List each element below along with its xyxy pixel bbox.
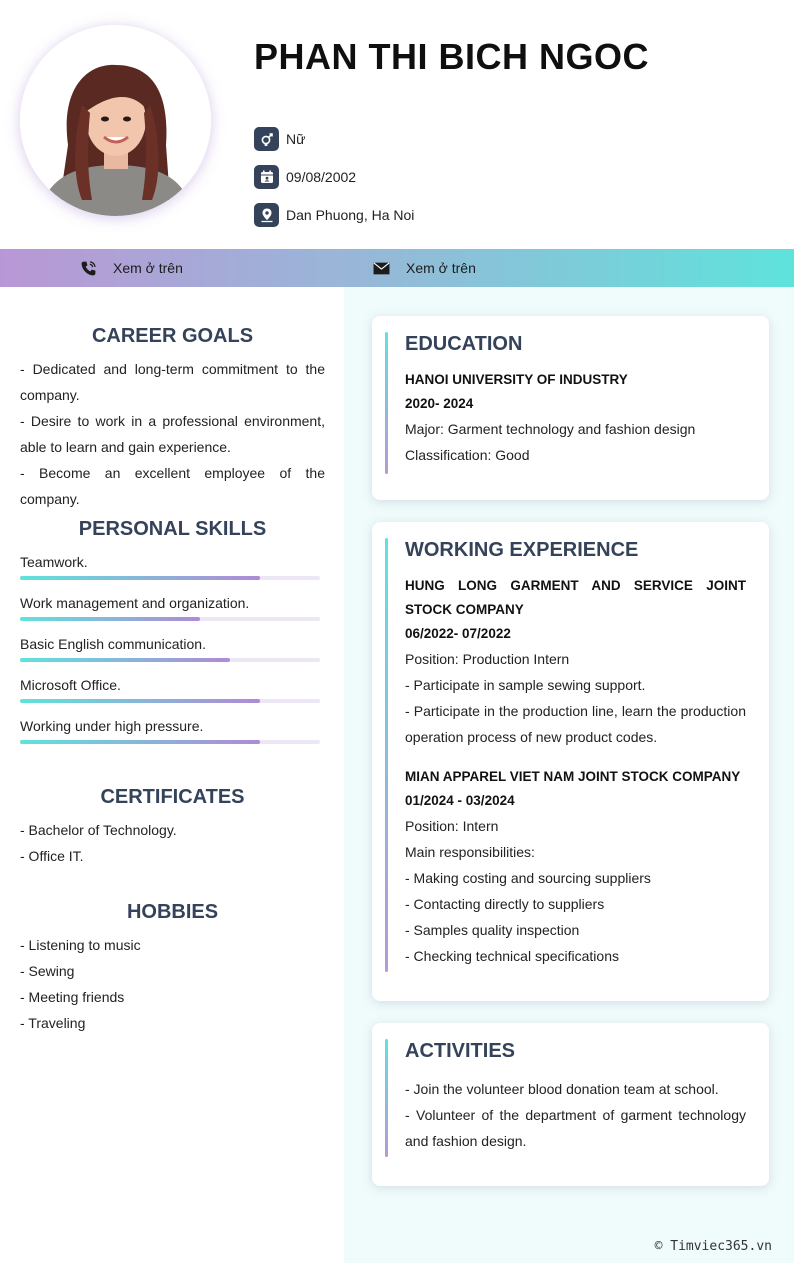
career-goals-title: CAREER GOALS <box>91 325 254 347</box>
career-goal-item: - Desire to work in a professional environment, able to learn and gain experience. <box>20 413 325 455</box>
skill-bar-fill <box>20 617 200 621</box>
career-goal-item: - Dedicated and long-term commitment to the company. <box>20 361 325 403</box>
certificate-item: - Bachelor of Technology. <box>20 822 177 838</box>
hobby-item: - Listening to music <box>20 937 141 953</box>
skill-label: Work management and organization. <box>20 595 250 611</box>
skill-bar <box>20 740 320 744</box>
job-period: 06/2022- 07/2022 <box>405 626 511 641</box>
profile-photo <box>20 25 211 216</box>
email-contact <box>373 249 476 287</box>
candidate-name: PHAN THI BICH NGOC <box>254 36 649 77</box>
card-accent-bar <box>385 1039 388 1157</box>
certificates-title: CERTIFICATES <box>100 786 245 808</box>
job-entry <box>405 765 746 969</box>
activity-item: - Volunteer of the department of garment technology and fashion design. <box>405 1107 746 1149</box>
hobbies-title: HOBBIES <box>126 901 219 923</box>
skill-bar-fill <box>20 740 260 744</box>
activities-list <box>405 1076 746 1154</box>
career-goal-item: - Become an excellent employee of the company. <box>20 465 325 507</box>
hobby-item: - Meeting friends <box>20 989 125 1005</box>
skill-bar-fill <box>20 699 260 703</box>
job-duty: - Samples quality inspection <box>405 922 580 938</box>
activity-item: - Join the volunteer blood donation team at school. <box>405 1081 719 1097</box>
cv-header <box>0 0 800 249</box>
personal-skills-title: PERSONAL SKILLS <box>78 518 267 540</box>
career-goals-list <box>20 356 325 512</box>
education-classification: Classification: Good <box>405 447 530 463</box>
phone-icon <box>80 260 97 277</box>
education-title: EDUCATION <box>405 333 523 355</box>
gender-icon <box>254 127 279 151</box>
job-duty: - Making costing and sourcing suppliers <box>405 870 651 886</box>
skill-bar-fill <box>20 576 260 580</box>
address-value: Dan Phuong, Ha Noi <box>286 207 415 223</box>
address-row <box>254 203 414 227</box>
activities-card <box>372 1023 769 1186</box>
skill-bar <box>20 617 320 621</box>
certificates-list <box>20 817 325 869</box>
envelope-icon <box>373 262 390 275</box>
gender-row <box>254 127 305 151</box>
calendar-icon <box>254 165 279 189</box>
job-position: Position: Intern <box>405 818 499 834</box>
skill-label: Teamwork. <box>20 554 88 570</box>
hobbies-list <box>20 932 325 1036</box>
job-duty: Main responsibilities: <box>405 844 535 860</box>
hobby-item: - Sewing <box>20 963 75 979</box>
hobby-item: - Traveling <box>20 1015 86 1031</box>
job-position: Position: Production Intern <box>405 651 570 667</box>
education-period: 2020- 2024 <box>405 396 474 411</box>
gender-value: Nữ <box>286 131 306 147</box>
experience-title: WORKING EXPERIENCE <box>405 539 639 561</box>
experience-card <box>372 522 769 1001</box>
skill-label: Working under high pressure. <box>20 718 204 734</box>
job-company: MIAN APPAREL VIET NAM JOINT STOCK COMPANY <box>405 769 741 784</box>
job-duty: - Contacting directly to suppliers <box>405 896 605 912</box>
card-accent-bar <box>385 538 388 972</box>
education-card <box>372 316 769 500</box>
job-entry <box>405 574 746 750</box>
education-major: Major: Garment technology and fashion design <box>405 421 696 437</box>
skill-label: Basic English communication. <box>20 636 206 652</box>
job-duty: - Participate in the production line, learn the production operation process of new product codes. <box>405 703 746 745</box>
job-company: HUNG LONG GARMENT AND SERVICE JOINT STOCK COMPANY <box>405 578 746 617</box>
skill-bar <box>20 658 320 662</box>
birthdate-row <box>254 165 356 189</box>
location-pin-icon <box>254 203 279 227</box>
skill-bar <box>20 576 320 580</box>
phone-value: Xem ở trên <box>113 260 183 276</box>
job-period: 01/2024 - 03/2024 <box>405 793 515 808</box>
contact-band <box>0 249 794 287</box>
avatar <box>20 25 211 216</box>
footer-watermark: © Timviec365.vn <box>654 1239 772 1254</box>
skill-bar <box>20 699 320 703</box>
birthdate-value: 09/08/2002 <box>286 169 357 185</box>
email-value: Xem ở trên <box>406 260 476 276</box>
job-duty: - Participate in sample sewing support. <box>405 677 646 693</box>
phone-contact <box>80 249 183 287</box>
skill-bar-fill <box>20 658 230 662</box>
education-body <box>405 368 746 468</box>
certificate-item: - Office IT. <box>20 848 84 864</box>
activities-title: ACTIVITIES <box>405 1040 516 1062</box>
school-name: HANOI UNIVERSITY OF INDUSTRY <box>405 372 628 387</box>
skill-label: Microsoft Office. <box>20 677 121 693</box>
job-duty: - Checking technical specifications <box>405 948 619 964</box>
card-accent-bar <box>385 332 388 474</box>
